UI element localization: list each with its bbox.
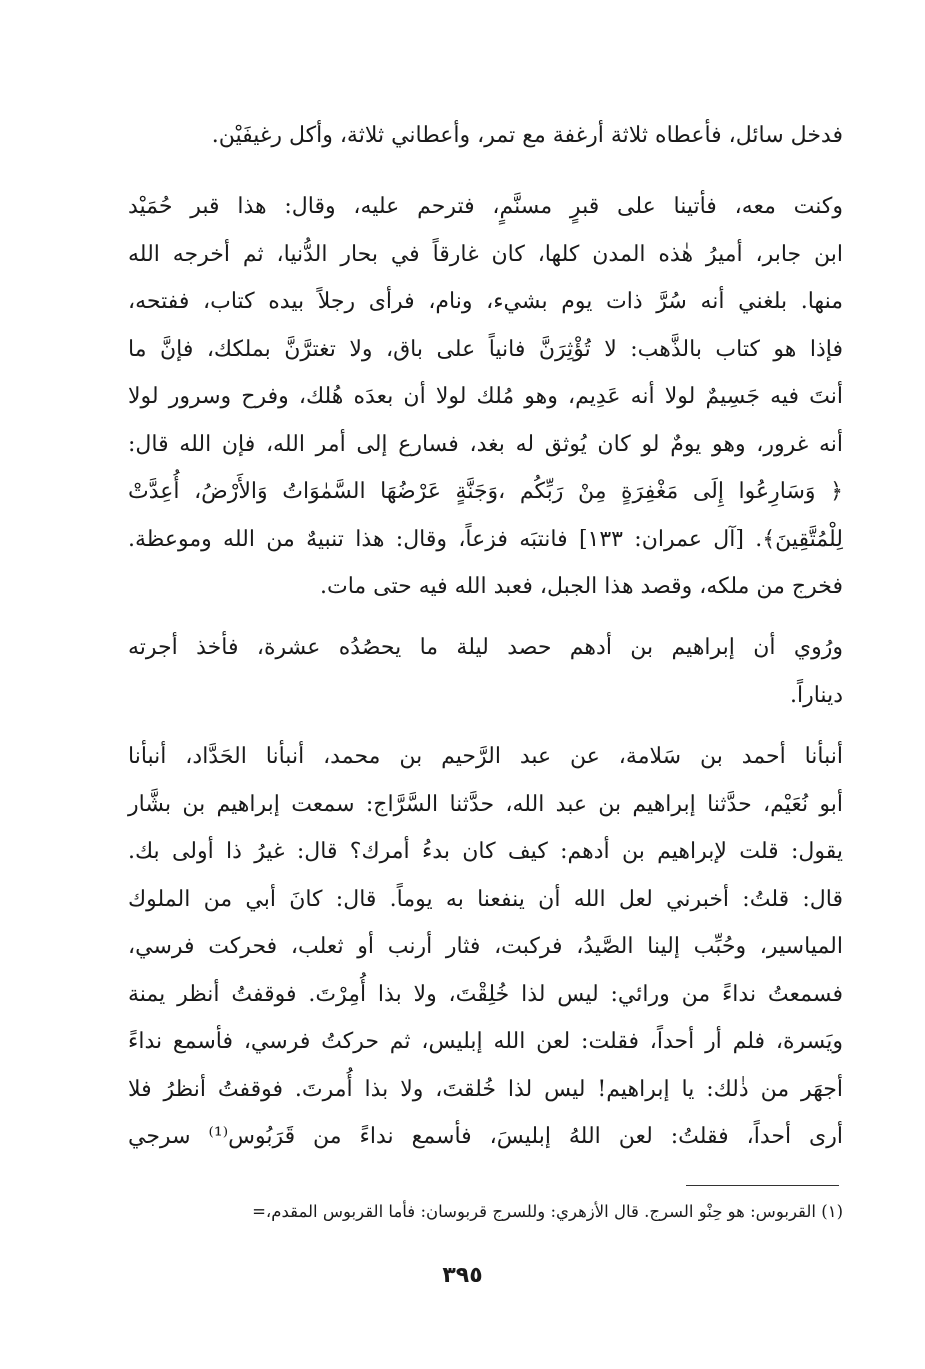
text-line: وكنت معه، فأتينا على قبرٍ مسنَّمٍ، فترحم عليه، وقال: هذا قبر حُمَيْد [128,194,843,219]
text-line: أنه غرور، وهو يومٌ لو كان يُوثق له بغد، فسارع إلى أمر الله، فإن الله قال: [128,431,843,457]
quran-verse-line: لِلْمُتَّقِينَ﴾. [آل عمران: ١٣٣] فانتبَه فزعاً، وقال: هذا تنبيهٌ من الله وموعظة. [128,526,843,552]
text-line: فسمعتُ نداءً من ورائي: ليس لذا خُلِقْتَ، ولا بذا أُمِرْتَ. فوقفتُ أنظر يمنة [128,981,843,1007]
text-line: أنتَ فيه جَسِيمٌ لولا أنه عَدِيم، وهو مُلك لولا أن بعدَه هُلك، وفرح وسرور لولا [128,384,843,409]
text-line: أجهَر من ذٰلك: يا إبراهيم! ليس لذا خُلقتَ، ولا بذا أُمرتَ. فوقفتُ أنظرُ فلا [128,1076,843,1102]
text-line: ويَسرة، فلم أر أحداً، فقلت: لعن الله إبليس، ثم حركتُ فرسي، فأسمع نداءً [128,1029,843,1054]
text-line: فدخل سائل، فأعطاه ثلاثة أرغفة مع تمر، وأعطاني ثلاثة، وأكل رغيفَيْن. [211,123,843,148]
text-line: منها. بلغني أنه سُرَّ ذات يوم بشيء، ونام، فرأى رجلاً بيده كتاب، ففتحه، [128,289,843,314]
footnote: (١) القربوس: هو حِنْو السرج. قال الأزهري: وللسرج قربوسان: فأما القربوس المقدم،= [252,1202,843,1221]
text-line: قال: قلتُ: أخبرني لعل الله أن ينفعنا به يوماً. قال: كانَ أبي من الملوك [128,886,843,912]
text-line: أنبأنا أحمد بن سَلامة، عن عبد الرَّحيم بن محمد، أنبأنا الحَدَّاد، أنبأنا [128,744,843,769]
text-line: ديناراً. [790,682,843,708]
paragraph-3 [128,624,843,719]
page-number: ٣٩٥ [442,1263,483,1288]
text-line: ورُوي أن إبراهيم بن أدهم حصد ليلة ما يحصُدُه عشرة، فأخذ أجرته [128,635,843,660]
paragraph-2 [128,183,843,611]
text-line: أبو نُعَيْم، حدَّثنا إبراهيم بن عبد الله، حدَّثنا السَّرَّاج: سمعت إبراهيم بن بشَّار [128,791,843,817]
text-line: ابن جابر، أميرُ هٰذه المدن كلها، كان غارقاً في بحار الدُّنيا، ثم أخرجه الله [128,241,843,267]
paragraph-4 [128,733,843,1161]
text-line: المياسير، وحُبِّب إلينا الصَّيدُ، فركبت، فثار أرنب أو ثعلب، فحركت فرسي، [128,934,843,959]
footnote-separator [686,1185,839,1186]
text-line: يقول: قلت لإبراهيم بن أدهم: كيف كان بدءُ أمرك؟ قال: غيرُ ذا أولى بك. [128,839,843,864]
paragraph-1 [128,112,843,160]
text-line: أرى أحداً، فقلتُ: لعن اللهُ إبليسَ، فأسمع نداءً من قَرَبُوس⁽¹⁾ سرجي [128,1124,844,1149]
text-line: فخرج من ملكه، وقصد هذا الجبل، فعبد الله فيه حتى مات. [319,574,843,599]
text-line: فإذا هو كتاب بالذَّهب: لا تُؤْثِرَنَّ فانياً على باق، ولا تغترَّنَّ بملكك، فإنَّ ما [128,336,843,362]
quran-verse-line: ﴿ وَسَارِعُوا إِلَى مَغْفِرَةٍ مِنْ رَبِّكُم ،وَجَنَّةٍ عَرْضُهَا السَّمٰوَاتُ وَالأَرْضُ، أُعِدَّتْ [128,479,843,504]
